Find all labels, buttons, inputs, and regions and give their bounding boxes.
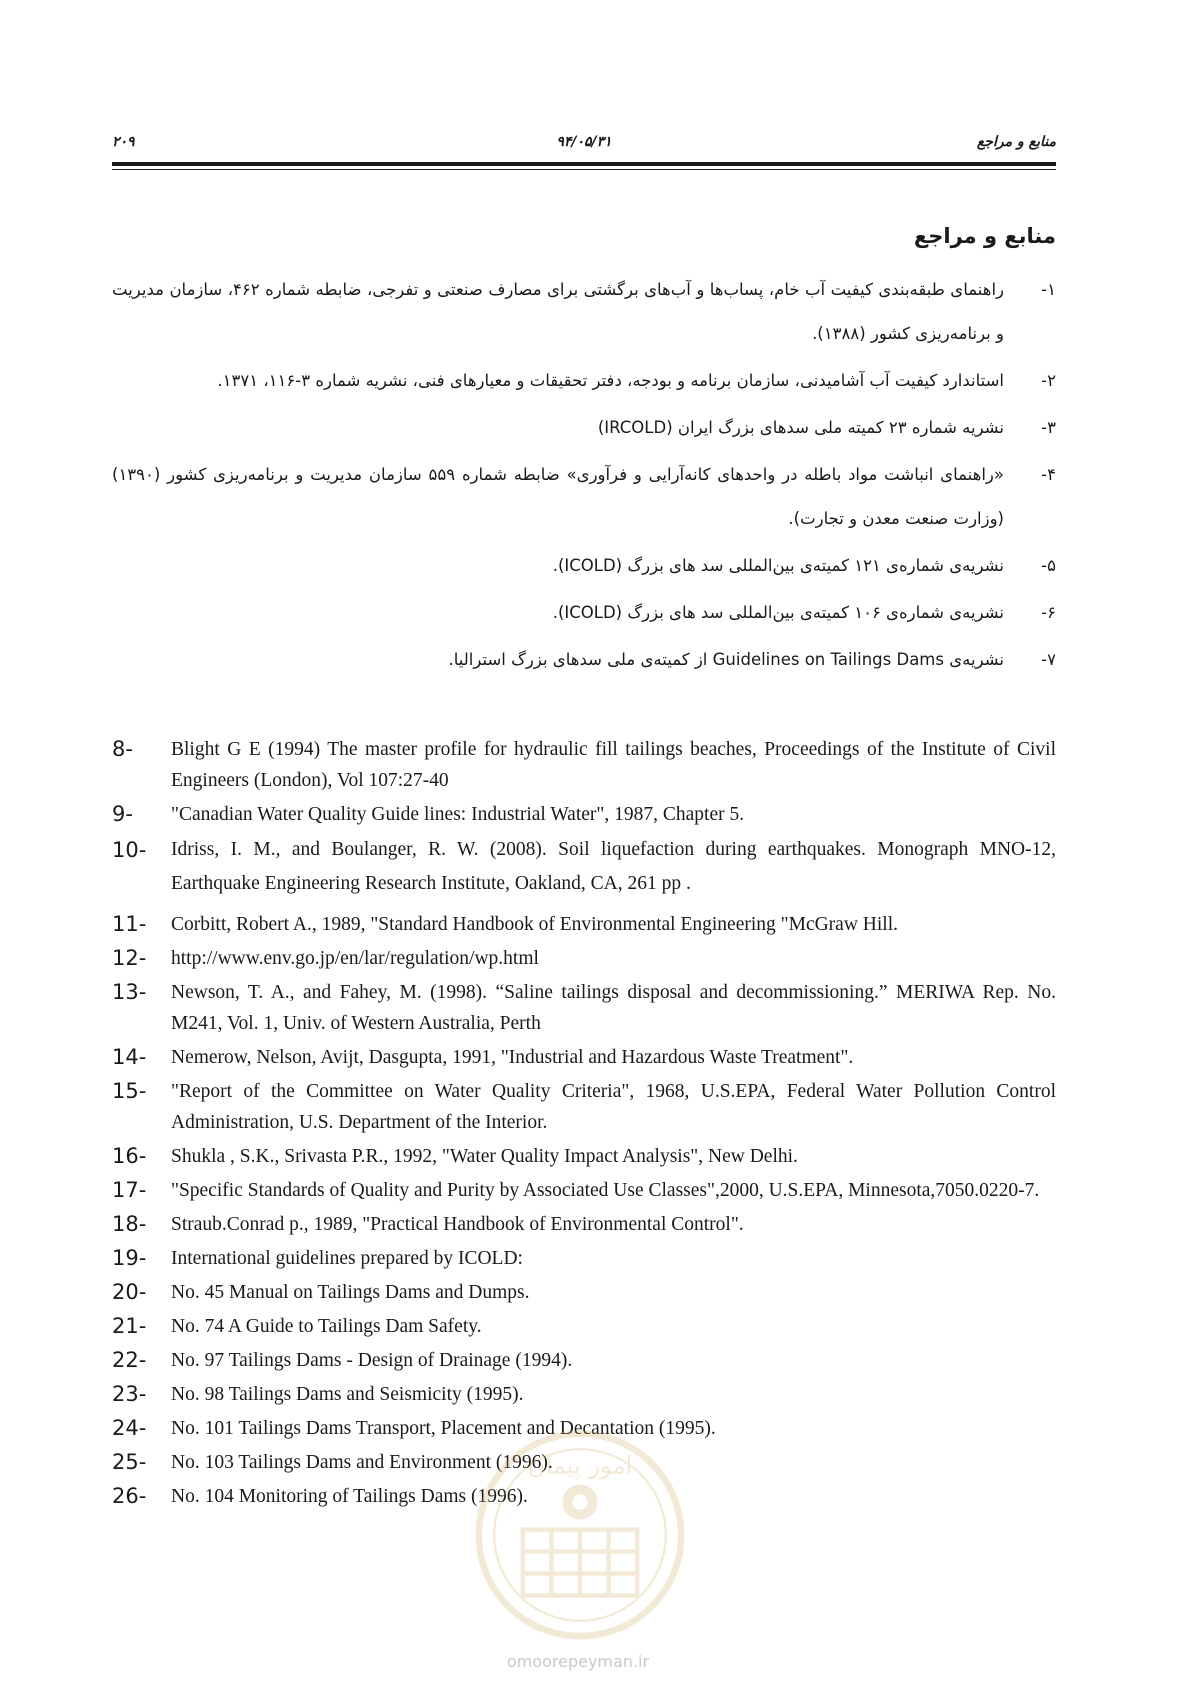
reference-number: 19-: [112, 1246, 147, 1270]
reference-item: [112, 1175, 1056, 1206]
reference-number: ۶-: [1041, 603, 1056, 622]
reference-number: 9-: [112, 802, 133, 826]
watermark-gear-hole: [572, 1494, 587, 1509]
reference-text: Newson, T. A., and Fahey, M. (1998). “Saline tailings disposal and decommissioning.” MERIWA Rep. No. M241, Vol. 1, Univ. of Western Australia, Perth: [171, 982, 1056, 1034]
reference-text: نشریه‌ی شماره‌ی ۱۰۶ کمیته‌ی بین‌المللی سد های بزرگ (ICOLD).: [552, 603, 1004, 622]
reference-number: 15-: [112, 1079, 147, 1103]
reference-item: [112, 453, 1056, 541]
reference-text: No. 74 A Guide to Tailings Dam Safety.: [171, 1316, 482, 1337]
reference-text: No. 101 Tailings Dams Transport, Placement and Decantation (1995).: [171, 1418, 716, 1439]
reference-text: No. 103 Tailings Dams and Environment (1996).: [171, 1452, 553, 1473]
persian-reference-list: [112, 268, 1056, 685]
reference-item: [112, 638, 1056, 682]
reference-number: 16-: [112, 1144, 147, 1168]
english-reference-list: [112, 734, 1056, 1515]
reference-text: نشریه‌ی Guidelines on Tailings Dams از کمیته‌ی ملی سدهای بزرگ استرالیا.: [448, 650, 1004, 669]
reference-item: [112, 1277, 1056, 1308]
watermark-grid-icon: [523, 1530, 637, 1596]
reference-text: Idriss, I. M., and Boulanger, R. W. (2008). Soil liquefaction during earthquakes. Monograph MNO-12, Earthquake Engineering Research Institute, Oakland, CA, 261 pp .: [171, 839, 1056, 894]
reference-item: [112, 1141, 1056, 1172]
reference-item: [112, 734, 1056, 796]
reference-item: [112, 1311, 1056, 1342]
reference-text: "Specific Standards of Quality and Purity by Associated Use Classes",2000, U.S.EPA, Minnesota,7050.0220-7.: [171, 1180, 1040, 1201]
reference-text: نشریه‌ی شماره‌ی ۱۲۱ کمیته‌ی بین‌المللی سد های بزرگ (ICOLD).: [552, 556, 1004, 575]
reference-number: ۵-: [1041, 556, 1056, 575]
reference-number: 14-: [112, 1045, 147, 1069]
watermark-site-text: omoorepeyman.ir: [506, 1652, 650, 1671]
reference-item: [112, 1042, 1056, 1073]
reference-text: نشریه شماره ۲۳ کمیته ملی سدهای بزرگ ایران (IRCOLD): [597, 418, 1004, 437]
reference-text: "Report of the Committee on Water Quality Criteria", 1968, U.S.EPA, Federal Water Pollution Control Administration, U.S. Department of the Interior.: [171, 1081, 1056, 1133]
section-title: منابع و مراجع: [913, 224, 1056, 248]
reference-item: [112, 591, 1056, 635]
reference-text: Blight G E (1994) The master profile for hydraulic fill tailings beaches, Proceedings of the Institute of Civil Engineers (London), Vol 107:27-40: [171, 739, 1056, 791]
reference-text: «راهنمای انباشت مواد باطله در واحدهای کانه‌آرایی و فرآوری» ضابطه شماره ۵۵۹ سازمان مدیریت و برنامه‌ریزی کشور (۱۳۹۰) (وزارت صنعت معدن و تجارت).: [112, 465, 1004, 528]
reference-text: No. 98 Tailings Dams and Seismicity (1995).: [171, 1384, 524, 1405]
reference-number: ۴-: [1041, 465, 1056, 484]
reference-text: International guidelines prepared by ICOLD:: [171, 1248, 523, 1269]
reference-item: [112, 1379, 1056, 1410]
reference-number: 25-: [112, 1450, 147, 1474]
reference-text: No. 45 Manual on Tailings Dams and Dumps.: [171, 1282, 530, 1303]
page-number: ۲۰۹: [112, 134, 135, 150]
reference-number: ۷-: [1041, 650, 1056, 669]
watermark-logo-text: امور پیمان: [527, 1451, 633, 1480]
reference-item: [112, 977, 1056, 1039]
reference-text: "Canadian Water Quality Guide lines: Industrial Water", 1987, Chapter 5.: [171, 804, 745, 825]
reference-number: 18-: [112, 1212, 147, 1236]
reference-number: 20-: [112, 1280, 147, 1304]
reference-text: Shukla , S.K., Srivasta P.R., 1992, "Water Quality Impact Analysis", New Delhi.: [171, 1146, 798, 1167]
reference-item: [112, 268, 1056, 356]
reference-item: [112, 1345, 1056, 1376]
reference-number: ۱-: [1041, 280, 1056, 299]
reference-text: Nemerow, Nelson, Avijt, Dasgupta, 1991, "Industrial and Hazardous Waste Treatment".: [171, 1047, 854, 1068]
watermark-logo: [470, 1425, 690, 1645]
reference-item: [112, 1209, 1056, 1240]
reference-text: استاندارد کیفیت آب آشامیدنی، سازمان برنامه و بودجه، دفتر تحقیقات و معیارهای فنی، نشریه شماره ۳-۱۱۶، ۱۳۷۱.: [217, 371, 1004, 390]
reference-item: [112, 909, 1056, 940]
reference-text: راهنمای طبقه‌بندی کیفیت آب خام، پساب‌ها و آب‌های برگشتی برای مصارف صنعتی و تفرجی، ضابطه شماره ۴۶۲، سازمان مدیریت و برنامه‌ریزی کشور (۱۳۸۸).: [112, 280, 1005, 343]
reference-number: 8-: [112, 737, 133, 761]
reference-number: 24-: [112, 1416, 147, 1440]
running-header: [112, 132, 1056, 156]
reference-text: No. 104 Monitoring of Tailings Dams (1996).: [171, 1486, 528, 1507]
reference-item: [112, 544, 1056, 588]
reference-item: [112, 406, 1056, 450]
reference-number: 11-: [112, 912, 147, 936]
reference-number: 10-: [112, 838, 147, 862]
reference-number: 22-: [112, 1348, 147, 1372]
reference-number: ۲-: [1041, 371, 1056, 390]
header-rule-thick: [112, 162, 1056, 166]
reference-number: 23-: [112, 1382, 147, 1406]
header-rule-thin: [112, 169, 1056, 170]
reference-item: [112, 833, 1056, 901]
reference-item: [112, 1076, 1056, 1138]
reference-item: [112, 799, 1056, 830]
reference-number: 17-: [112, 1178, 147, 1202]
reference-text: Straub.Conrad p., 1989, "Practical Handbook of Environmental Control".: [171, 1214, 744, 1235]
watermark-site: [478, 1652, 678, 1671]
reference-link[interactable]: http://www.env.go.jp/en/lar/regulation/wp.html: [171, 948, 539, 969]
reference-number: 21-: [112, 1314, 147, 1338]
reference-text: No. 97 Tailings Dams - Design of Drainage (1994).: [171, 1350, 573, 1371]
reference-item: [112, 1243, 1056, 1274]
reference-text: Corbitt, Robert A., 1989, "Standard Handbook of Environmental Engineering "McGraw Hill.: [171, 914, 899, 935]
reference-number: 13-: [112, 980, 147, 1004]
running-title: منابع و مراجع: [976, 134, 1056, 150]
header-date: ۹۴/۰۵/۳۱: [556, 134, 612, 150]
reference-item: [112, 943, 1056, 974]
reference-item: [112, 359, 1056, 403]
reference-number: 12-: [112, 946, 147, 970]
reference-number: ۳-: [1041, 418, 1056, 437]
reference-number: 26-: [112, 1484, 147, 1508]
